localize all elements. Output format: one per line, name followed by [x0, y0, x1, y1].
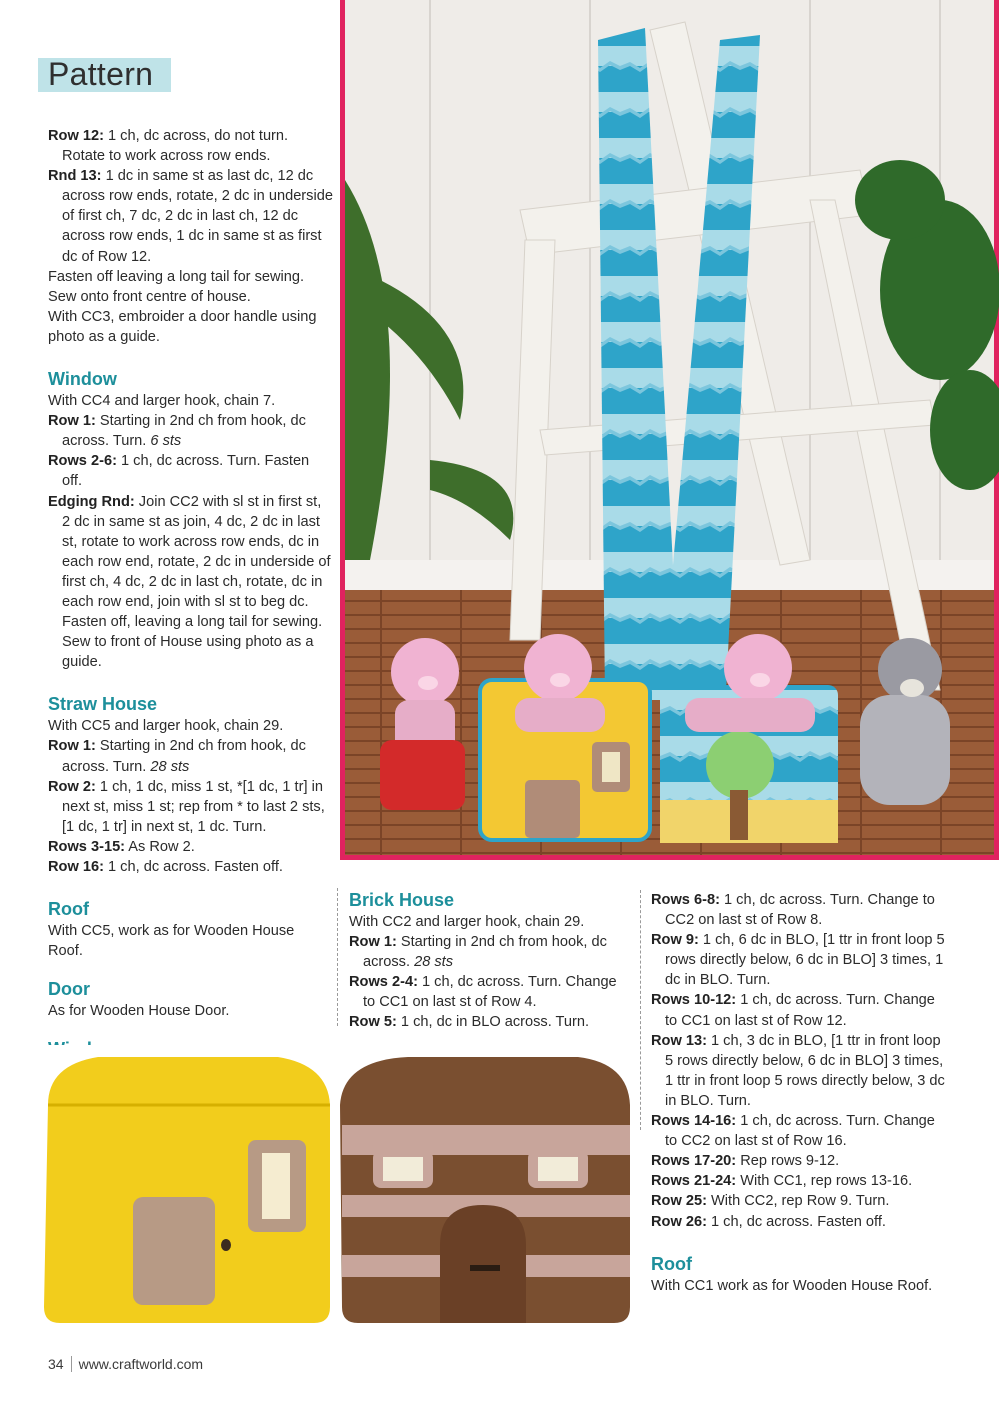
- window-row-1: Row 1: Starting in 2nd ch from hook, dc across. Turn. 6 sts: [48, 413, 306, 450]
- brick-row-instruction: Rows 17-20: Rep rows 9-12.: [651, 1153, 840, 1170]
- heading-roof: Roof: [48, 899, 89, 920]
- heading-roof-brick: Roof: [651, 1253, 692, 1274]
- houses-photo: [38, 1045, 632, 1330]
- brick-row-instruction: Row 26: 1 ch, dc across. Fasten off.: [651, 1213, 886, 1230]
- heading-brick-house: Brick House: [349, 890, 455, 910]
- column-divider: [640, 890, 641, 1130]
- straw-row-2: Row 2: 1 ch, 1 dc, miss 1 st, *[1 dc, 1 tr] in next st, miss 1 st; rep from * to last 2 sts, [1 dc, 1 tr] in next st, 1 dc. Turn.: [48, 778, 325, 835]
- straw-house-intro: With CC5 and larger hook, chain 29.: [48, 718, 284, 735]
- straw-row-1: Row 1: Starting in 2nd ch from hook, dc across. Turn. 28 sts: [48, 738, 306, 775]
- straw-row-16: Row 16: 1 ch, dc across. Fasten off.: [48, 859, 283, 875]
- straw-rows-3-15: Rows 3-15: As Row 2.: [48, 838, 195, 855]
- note-fasten-off: Fasten off leaving a long tail for sewing.: [48, 268, 305, 285]
- left-column: [48, 126, 333, 1102]
- brick-rows-2-4: Rows 2-4: 1 ch, dc across. Turn. Change to CC1 on last st of Row 4.: [349, 974, 617, 1011]
- page-footer: [48, 1356, 203, 1372]
- window-edging-rnd: Edging Rnd: Join CC2 with sl st in first st, 2 dc in same st as join, 4 dc, 2 dc in last st, rotate to work across row ends, dc in each row end, rotate, 2 dc in underside of first ch, 4 dc, 2 dc in last ch, rotate, dc in each row end, join with sl st to beg dc. Fasten off, leaving a long tail for sewing. Sew to front of House using photo as a guide.: [48, 493, 331, 671]
- brick-row-instruction: Rows 21-24: With CC1, rep rows 13-16.: [651, 1173, 913, 1190]
- brick-row-instruction: Row 13: 1 ch, 3 dc in BLO, [1 ttr in front loop 5 rows directly below, 6 dc in BLO] 3 times, 1 ttr in front loop 5 rows directly below, 3 dc in BLO. Turn.: [651, 1032, 945, 1109]
- roof-text: With CC5, work as for Wooden House Roof.: [48, 923, 295, 960]
- heading-window: Window: [48, 369, 117, 390]
- page-number: 34: [48, 1356, 64, 1372]
- roof-brick-text: With CC1 work as for Wooden House Roof.: [651, 1277, 933, 1294]
- right-column: [651, 890, 951, 1296]
- page-title-tag: [38, 58, 171, 92]
- brick-row-instruction: Rows 14-16: 1 ch, dc across. Turn. Change to CC2 on last st of Row 16.: [651, 1113, 935, 1150]
- brick-row-instruction: Rows 10-12: 1 ch, dc across. Turn. Change to CC1 on last st of Row 12.: [651, 992, 935, 1029]
- middle-column: [349, 888, 632, 1033]
- window-rows-2-6: Rows 2-6: 1 ch, dc across. Turn. Fasten off.: [48, 453, 310, 490]
- note-sew-onto: Sew onto front centre of house.: [48, 288, 251, 305]
- page-title: Pattern: [48, 56, 154, 92]
- door-text: As for Wooden House Door.: [48, 1003, 230, 1020]
- scarf-photo: [340, 0, 999, 860]
- brick-row-5: Row 5: 1 ch, dc in BLO across. Turn.: [349, 1014, 590, 1031]
- instruction-row-12: Row 12: 1 ch, dc across, do not turn. Rotate to work across row ends.: [48, 128, 289, 165]
- website-link[interactable]: www.craftworld.com: [78, 1356, 204, 1372]
- footer-separator: [71, 1356, 72, 1372]
- brick-row-instruction: Row 25: With CC2, rep Row 9. Turn.: [651, 1193, 890, 1210]
- brick-row-instruction: Rows 6-8: 1 ch, dc across. Turn. Change to CC2 on last st of Row 8.: [651, 892, 935, 929]
- instruction-rnd-13: Rnd 13: 1 dc in same st as last dc, 12 dc across row ends, rotate, 2 dc in underside of first ch, 7 dc, 2 dc in last ch, 12 dc across row ends, 1 dc in same st as first dc of Row 12.: [48, 168, 333, 265]
- heading-straw-house: Straw House: [48, 694, 158, 715]
- brick-row-instruction: Row 9: 1 ch, 6 dc in BLO, [1 ttr in front loop 5 rows directly below, 6 dc in BLO] 3 times, 1 dc in BLO. Turn.: [651, 932, 945, 989]
- column-divider: [337, 888, 338, 1026]
- brick-house-intro: With CC2 and larger hook, chain 29.: [349, 914, 585, 930]
- heading-door: Door: [48, 979, 90, 1000]
- brick-row-1: Row 1: Starting in 2nd ch from hook, dc across. 28 sts: [349, 934, 607, 971]
- note-embroider: With CC3, embroider a door handle using photo as a guide.: [48, 308, 317, 345]
- window-intro: With CC4 and larger hook, chain 7.: [48, 393, 276, 410]
